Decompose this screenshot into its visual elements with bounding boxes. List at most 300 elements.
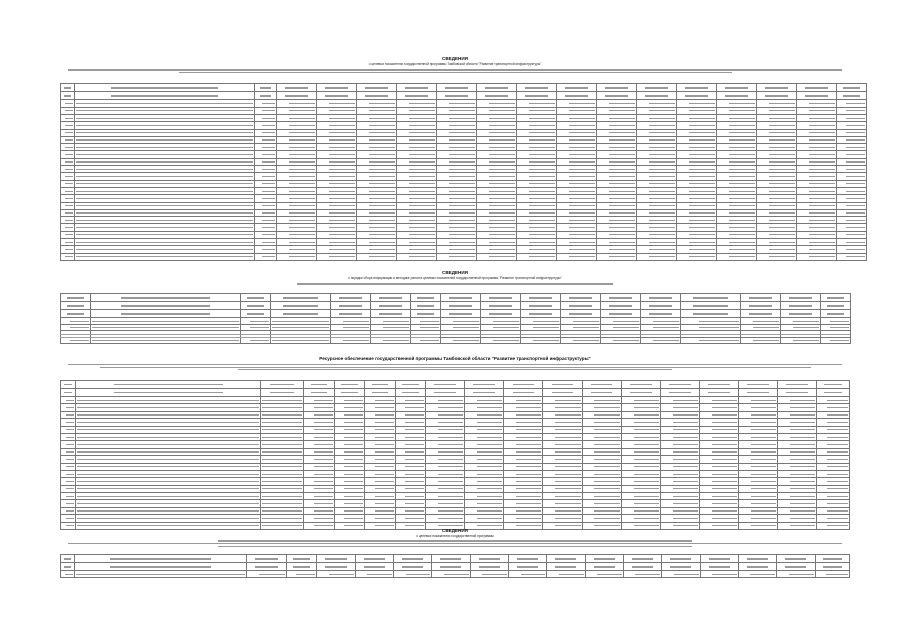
column-header xyxy=(738,555,776,563)
table-cell xyxy=(76,433,261,440)
table-cell xyxy=(817,515,850,522)
table-cell xyxy=(543,485,582,492)
table-cell xyxy=(699,493,738,500)
table-row xyxy=(61,500,850,507)
column-header xyxy=(75,84,255,92)
table-cell xyxy=(699,448,738,455)
table-cell xyxy=(597,209,637,216)
table-cell xyxy=(543,397,582,404)
table-cell xyxy=(717,100,757,107)
table-cell xyxy=(557,209,597,216)
table-cell xyxy=(334,515,364,522)
table-cell xyxy=(61,187,75,194)
table-cell xyxy=(797,115,837,122)
table-cell xyxy=(75,115,255,122)
table-row xyxy=(61,239,867,246)
table-cell xyxy=(255,209,277,216)
table-cell xyxy=(778,433,817,440)
column-header xyxy=(411,302,441,310)
table-cell xyxy=(397,115,437,122)
table-cell xyxy=(395,470,425,477)
column-header xyxy=(76,389,261,397)
table-row xyxy=(61,456,850,463)
table-cell xyxy=(260,507,303,514)
section-heading: СВЕДЕНИЯ xyxy=(442,56,468,61)
table-cell xyxy=(757,166,797,173)
table-cell xyxy=(817,478,850,485)
table-cell xyxy=(557,253,597,260)
table-cell xyxy=(61,441,76,448)
table-cell xyxy=(582,441,621,448)
table-cell xyxy=(677,217,717,224)
table-row xyxy=(61,217,867,224)
table-cell xyxy=(557,202,597,209)
table-cell xyxy=(757,195,797,202)
table-cell xyxy=(757,224,797,231)
table-cell xyxy=(277,136,317,143)
table-cell xyxy=(334,433,364,440)
column-header xyxy=(699,381,738,389)
table-cell xyxy=(357,239,397,246)
column-header xyxy=(543,381,582,389)
table-cell xyxy=(365,404,395,411)
table-cell xyxy=(717,253,757,260)
table-cell xyxy=(75,136,255,143)
table-cell xyxy=(255,231,277,238)
column-header xyxy=(465,389,504,397)
table-row xyxy=(61,231,867,238)
table-cell xyxy=(837,239,867,246)
table-cell xyxy=(304,470,334,477)
table-cell xyxy=(837,224,867,231)
column-header xyxy=(371,302,411,310)
table-cell xyxy=(465,470,504,477)
table-cell xyxy=(717,122,757,129)
table-cell xyxy=(365,493,395,500)
table-cell xyxy=(477,195,517,202)
table-cell xyxy=(717,239,757,246)
table-cell xyxy=(677,115,717,122)
table-cell xyxy=(395,485,425,492)
column-header xyxy=(470,555,508,563)
table-cell xyxy=(597,136,637,143)
column-header xyxy=(246,563,286,571)
table-cell xyxy=(677,122,717,129)
table-cell xyxy=(465,448,504,455)
table-cell xyxy=(61,397,76,404)
table-cell xyxy=(260,411,303,418)
table-cell xyxy=(837,209,867,216)
table-cell xyxy=(699,456,738,463)
column-header xyxy=(521,310,561,318)
table-cell xyxy=(582,419,621,426)
table-cell xyxy=(717,202,757,209)
table-cell xyxy=(75,129,255,136)
table-cell xyxy=(504,500,543,507)
column-header xyxy=(717,84,757,92)
table-cell xyxy=(317,217,357,224)
table-cell xyxy=(778,493,817,500)
table-cell xyxy=(61,515,76,522)
table-cell xyxy=(543,507,582,514)
table-cell xyxy=(517,151,557,158)
table-cell xyxy=(660,507,699,514)
table-cell xyxy=(465,419,504,426)
table-cell xyxy=(738,411,777,418)
table-cell xyxy=(699,433,738,440)
table-cell xyxy=(317,231,357,238)
table-cell xyxy=(517,107,557,114)
table-cell xyxy=(837,202,867,209)
table-cell xyxy=(304,515,334,522)
table-cell xyxy=(660,485,699,492)
table-cell xyxy=(738,485,777,492)
table-cell xyxy=(255,239,277,246)
table-cell xyxy=(557,136,597,143)
table-cell xyxy=(334,478,364,485)
table-cell xyxy=(677,180,717,187)
table-cell xyxy=(395,426,425,433)
column-header xyxy=(817,389,850,397)
table-cell xyxy=(75,209,255,216)
table-cell xyxy=(437,217,477,224)
column-header xyxy=(601,302,641,310)
table-cell xyxy=(277,115,317,122)
table-cell xyxy=(517,224,557,231)
table-cell xyxy=(504,456,543,463)
table-row xyxy=(61,478,850,485)
table-row xyxy=(61,129,867,136)
table-cell xyxy=(837,129,867,136)
table-cell xyxy=(61,144,75,151)
table-cell xyxy=(260,456,303,463)
table-cell xyxy=(504,441,543,448)
table-row xyxy=(61,397,850,404)
table-cell xyxy=(837,217,867,224)
table-cell xyxy=(260,500,303,507)
column-header xyxy=(61,381,76,389)
table-row xyxy=(61,195,867,202)
column-header xyxy=(241,294,271,302)
table-cell xyxy=(437,100,477,107)
table-cell xyxy=(477,129,517,136)
table-cell xyxy=(334,441,364,448)
column-header xyxy=(365,389,395,397)
table-cell xyxy=(582,456,621,463)
table-cell xyxy=(357,217,397,224)
table-cell xyxy=(597,253,637,260)
table-cell xyxy=(717,144,757,151)
table-cell xyxy=(246,571,286,578)
table-cell xyxy=(677,173,717,180)
table-cell xyxy=(817,507,850,514)
table-cell xyxy=(365,411,395,418)
table-cell xyxy=(797,187,837,194)
column-header xyxy=(585,555,623,563)
table-cell xyxy=(304,507,334,514)
column-header xyxy=(432,555,470,563)
table-cell xyxy=(365,456,395,463)
table-cell xyxy=(717,136,757,143)
column-header xyxy=(547,563,585,571)
column-header xyxy=(582,389,621,397)
table-cell xyxy=(797,231,837,238)
table-cell xyxy=(334,419,364,426)
table-cell xyxy=(357,129,397,136)
table-cell xyxy=(637,100,677,107)
column-header xyxy=(286,555,316,563)
table-cell xyxy=(317,100,357,107)
table-row xyxy=(61,448,850,455)
table-cell xyxy=(426,478,465,485)
table-cell xyxy=(660,500,699,507)
column-header xyxy=(260,389,303,397)
table-cell xyxy=(277,173,317,180)
table-cell xyxy=(317,253,357,260)
table-cell xyxy=(260,493,303,500)
table-cell xyxy=(557,158,597,165)
column-header xyxy=(777,555,815,563)
table-cell xyxy=(797,100,837,107)
column-header xyxy=(777,563,815,571)
table-cell xyxy=(817,456,850,463)
column-header xyxy=(585,563,623,571)
table-cell xyxy=(504,419,543,426)
table-cell xyxy=(778,515,817,522)
table-cell xyxy=(543,478,582,485)
table-cell xyxy=(260,404,303,411)
column-header xyxy=(582,381,621,389)
table-cell xyxy=(426,515,465,522)
table-cell xyxy=(660,441,699,448)
table-header-row xyxy=(61,92,867,100)
table-cell xyxy=(778,448,817,455)
table-cell xyxy=(677,187,717,194)
table-cell xyxy=(717,166,757,173)
table-cell xyxy=(76,426,261,433)
table-cell xyxy=(437,231,477,238)
table-cell xyxy=(437,151,477,158)
table-cell xyxy=(699,463,738,470)
column-header xyxy=(623,563,661,571)
table-cell xyxy=(357,144,397,151)
table-cell xyxy=(61,217,75,224)
table-cell xyxy=(75,224,255,231)
table-row xyxy=(61,419,850,426)
table-cell xyxy=(75,158,255,165)
column-header xyxy=(317,555,355,563)
table-cell xyxy=(61,166,75,173)
table-cell xyxy=(557,187,597,194)
table-cell xyxy=(334,493,364,500)
column-header xyxy=(286,563,316,571)
table-row xyxy=(61,122,867,129)
table-cell xyxy=(304,404,334,411)
table-cell xyxy=(277,239,317,246)
table-cell xyxy=(61,493,76,500)
table-cell xyxy=(543,470,582,477)
table-header-row xyxy=(61,563,850,571)
table-cell xyxy=(738,500,777,507)
column-header xyxy=(241,302,271,310)
table-cell xyxy=(757,151,797,158)
table-cell xyxy=(477,224,517,231)
section-resources xyxy=(60,356,850,530)
column-header xyxy=(75,555,247,563)
table-cell xyxy=(621,463,660,470)
column-header xyxy=(547,555,585,563)
table-cell xyxy=(477,202,517,209)
table-cell xyxy=(277,195,317,202)
column-header xyxy=(781,294,821,302)
table-cell xyxy=(304,448,334,455)
table-cell xyxy=(637,239,677,246)
table-cell xyxy=(395,493,425,500)
table-cell xyxy=(517,100,557,107)
table-cell xyxy=(365,478,395,485)
table-cell xyxy=(255,173,277,180)
table-cell xyxy=(426,419,465,426)
table-cell xyxy=(317,187,357,194)
table-cell xyxy=(75,180,255,187)
column-header xyxy=(334,381,364,389)
table-row xyxy=(61,485,850,492)
table-cell xyxy=(517,246,557,253)
table-cell xyxy=(677,246,717,253)
table-cell xyxy=(597,144,637,151)
table-cell xyxy=(699,500,738,507)
table-cell xyxy=(738,478,777,485)
table-cell xyxy=(334,404,364,411)
table-row xyxy=(61,441,850,448)
table-cell xyxy=(437,187,477,194)
table-cell xyxy=(334,507,364,514)
footnote xyxy=(60,333,850,339)
table-cell xyxy=(660,404,699,411)
table-cell xyxy=(543,419,582,426)
column-header xyxy=(797,92,837,100)
table-cell xyxy=(738,470,777,477)
table-cell xyxy=(817,433,850,440)
table-cell xyxy=(660,470,699,477)
column-header xyxy=(815,563,849,571)
table-cell xyxy=(504,485,543,492)
table-cell xyxy=(637,122,677,129)
table-cell xyxy=(757,180,797,187)
section-caption: о целевых показателях государственной программы xyxy=(416,534,494,538)
table-cell xyxy=(699,441,738,448)
table-cell xyxy=(817,441,850,448)
column-header xyxy=(717,92,757,100)
table-cell xyxy=(582,433,621,440)
table-cell xyxy=(365,433,395,440)
table-cell xyxy=(465,515,504,522)
table-cell xyxy=(437,129,477,136)
table-cell xyxy=(597,246,637,253)
table-cell xyxy=(797,202,837,209)
table-header-row xyxy=(61,381,850,389)
table-row xyxy=(61,173,867,180)
column-header xyxy=(797,84,837,92)
table-cell xyxy=(477,144,517,151)
table-cell xyxy=(700,571,738,578)
column-header xyxy=(411,294,441,302)
table-cell xyxy=(637,187,677,194)
table-cell xyxy=(255,129,277,136)
table-cell xyxy=(260,426,303,433)
table-cell xyxy=(465,500,504,507)
column-header xyxy=(393,563,431,571)
column-header xyxy=(91,294,241,302)
table-cell xyxy=(543,404,582,411)
table-row xyxy=(61,246,867,253)
table-cell xyxy=(61,224,75,231)
table-cell xyxy=(504,478,543,485)
table-cell xyxy=(637,166,677,173)
table-cell xyxy=(778,441,817,448)
column-header xyxy=(781,310,821,318)
table-cell xyxy=(582,426,621,433)
table-cell xyxy=(437,224,477,231)
table-cell xyxy=(317,158,357,165)
table-cell xyxy=(61,151,75,158)
table-cell xyxy=(837,151,867,158)
table-cell xyxy=(582,500,621,507)
table-cell xyxy=(597,166,637,173)
table-cell xyxy=(637,217,677,224)
table-cell xyxy=(437,209,477,216)
table-cell xyxy=(660,448,699,455)
column-header xyxy=(470,563,508,571)
column-header xyxy=(91,310,241,318)
table-cell xyxy=(395,463,425,470)
table-row xyxy=(61,515,850,522)
table-cell xyxy=(757,129,797,136)
table-cell xyxy=(277,231,317,238)
table-cell xyxy=(660,433,699,440)
table-cell xyxy=(277,122,317,129)
table-cell xyxy=(61,239,75,246)
column-header xyxy=(477,92,517,100)
table-cell xyxy=(597,100,637,107)
table-cell xyxy=(75,144,255,151)
table-cell xyxy=(437,144,477,151)
table-row xyxy=(61,209,867,216)
table-cell xyxy=(797,129,837,136)
table-cell xyxy=(677,224,717,231)
column-header xyxy=(426,389,465,397)
table-cell xyxy=(395,404,425,411)
table-cell xyxy=(817,411,850,418)
table-cell xyxy=(397,231,437,238)
table-cell xyxy=(397,217,437,224)
table-cell xyxy=(317,195,357,202)
column-header xyxy=(61,92,75,100)
table-cell xyxy=(304,463,334,470)
table-cell xyxy=(304,433,334,440)
table-cell xyxy=(76,411,261,418)
table-cell xyxy=(504,426,543,433)
table-cell xyxy=(517,209,557,216)
column-header xyxy=(437,84,477,92)
column-header xyxy=(432,563,470,571)
table-cell xyxy=(717,129,757,136)
table-cell xyxy=(465,507,504,514)
table-cell xyxy=(699,419,738,426)
table-cell xyxy=(76,463,261,470)
table-cell xyxy=(817,470,850,477)
table-header-row xyxy=(61,555,850,563)
